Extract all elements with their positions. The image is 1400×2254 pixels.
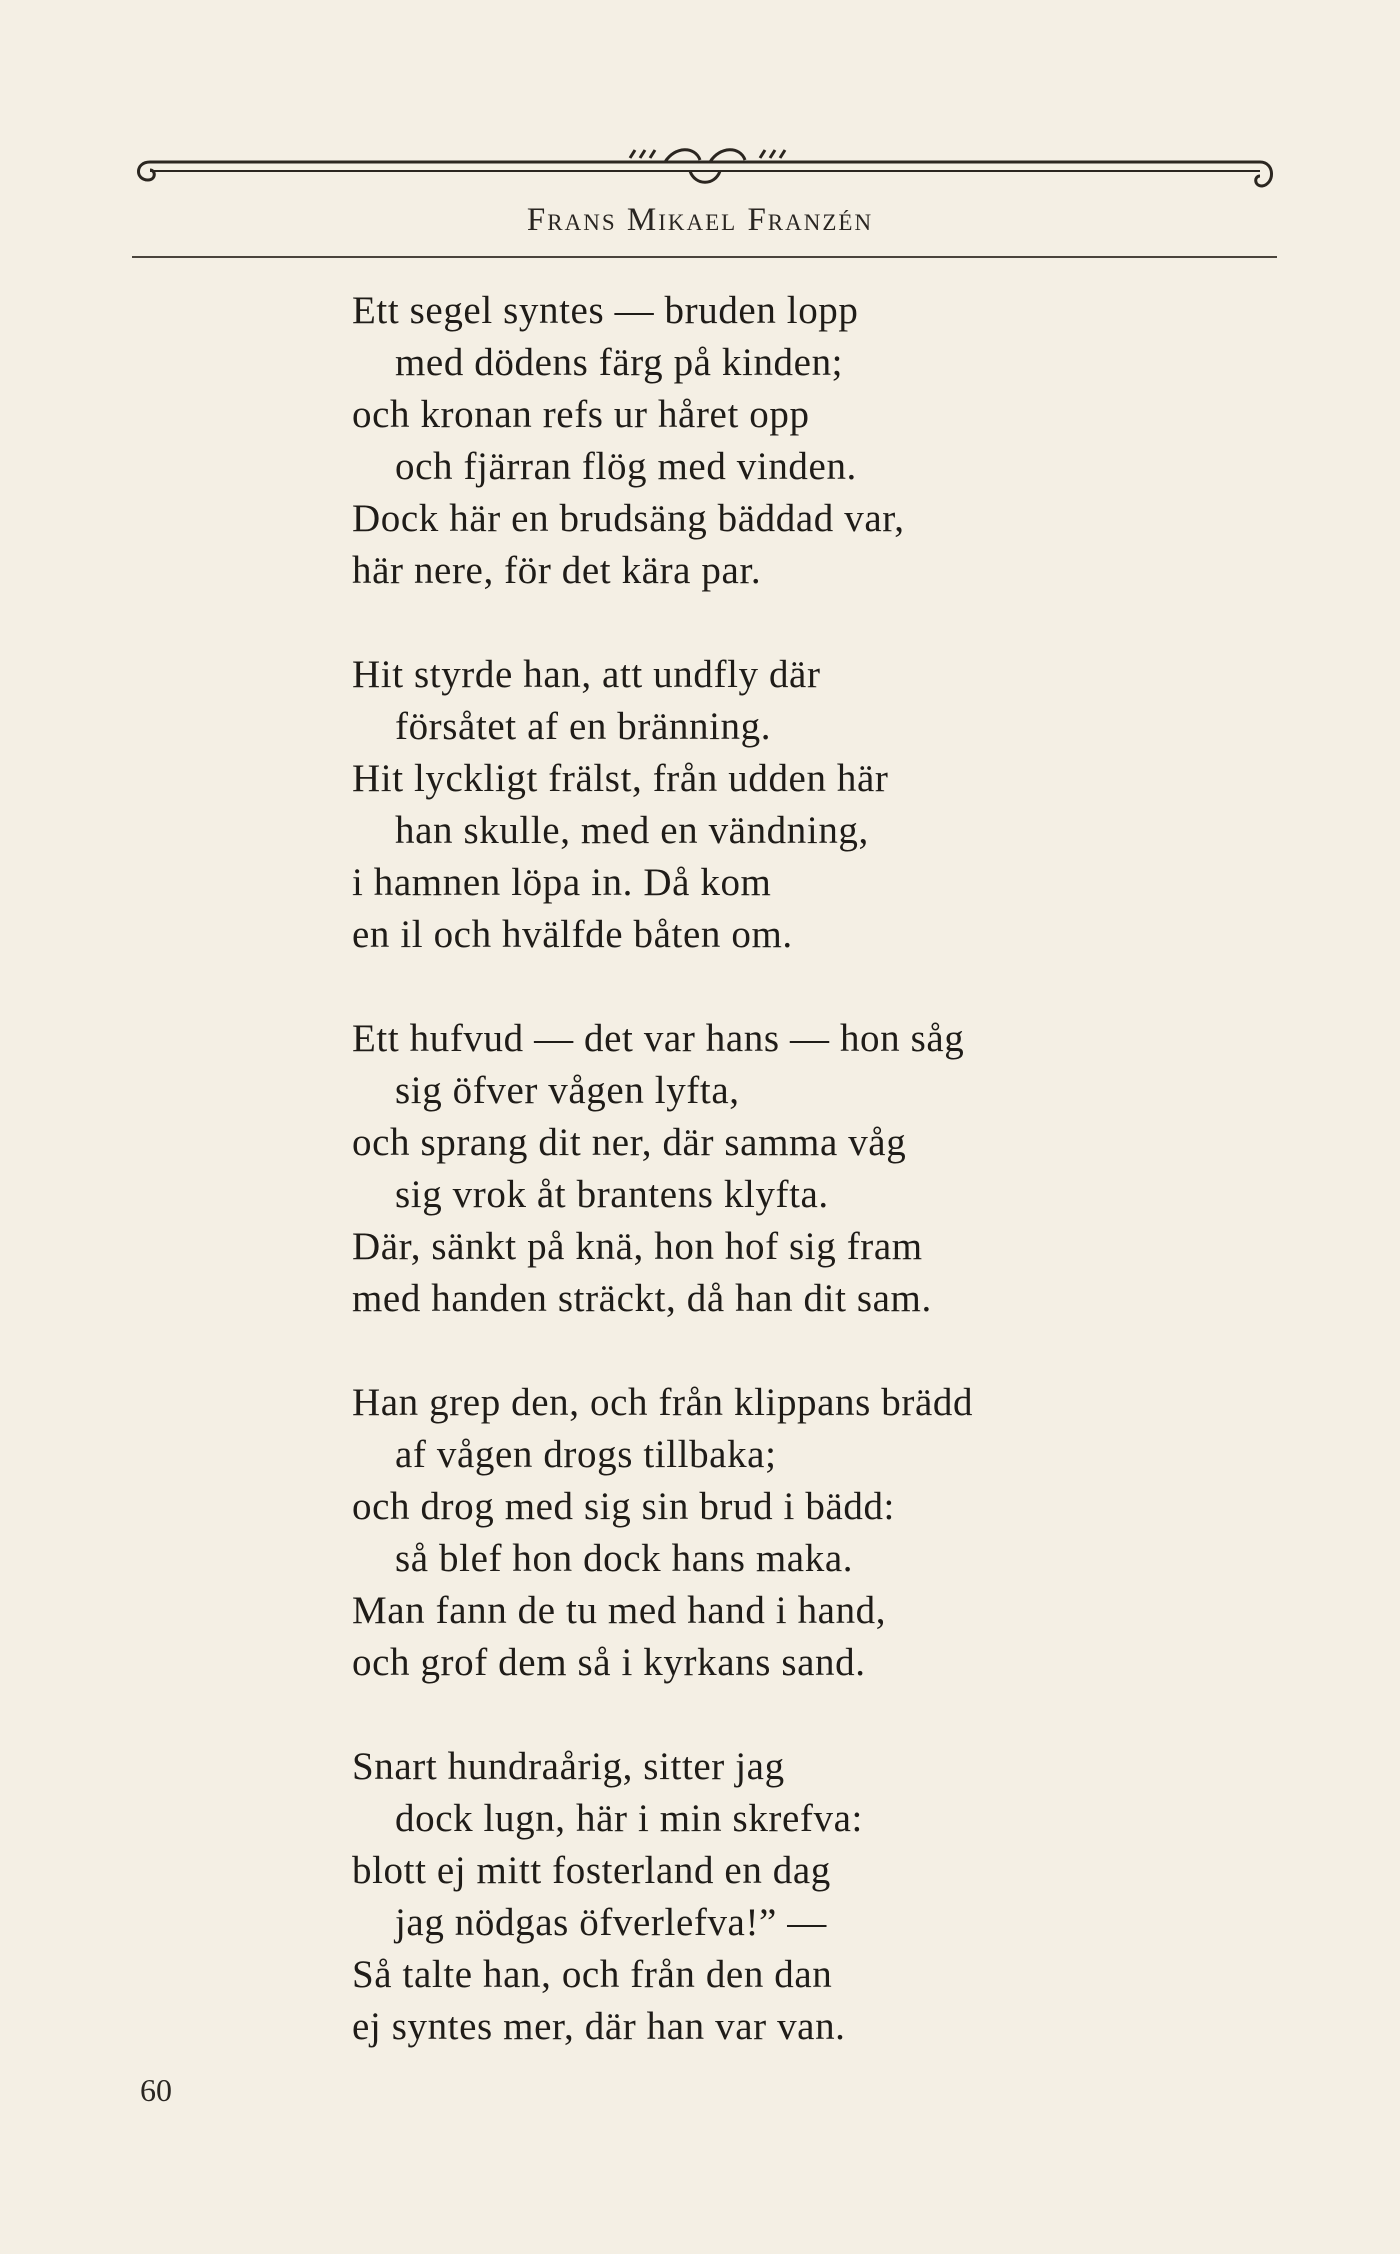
verse-line: ej syntes mer, där han var van. bbox=[352, 2005, 846, 2048]
verse-line: Så talte han, och från den dan bbox=[352, 1953, 833, 1996]
verse-line: och grof dem så i kyrkans sand. bbox=[352, 1641, 866, 1684]
verse-line: af vågen drogs tillbaka; bbox=[395, 1433, 777, 1476]
verse-line: han skulle, med en vändning, bbox=[395, 809, 869, 852]
verse-line: blott ej mitt fosterland en dag bbox=[352, 1849, 831, 1892]
verse-line: Hit lyckligt frälst, från udden här bbox=[352, 757, 889, 800]
verse-line: och kronan refs ur håret opp bbox=[352, 393, 810, 436]
verse-line: Ett hufvud — det var hans — hon såg bbox=[352, 1017, 965, 1060]
running-header-author: Frans Mikael Franzén bbox=[526, 202, 874, 238]
header-ornament bbox=[130, 140, 1280, 195]
header-rule bbox=[132, 256, 1277, 258]
stanza bbox=[352, 285, 1252, 597]
verse-line: försåtet af en bränning. bbox=[395, 705, 772, 748]
poem-body bbox=[352, 285, 1252, 2105]
verse-line: Man fann de tu med hand i hand, bbox=[352, 1589, 887, 1632]
verse-line: Snart hundraårig, sitter jag bbox=[352, 1745, 785, 1788]
verse-line: här nere, för det kära par. bbox=[352, 549, 762, 592]
stanza bbox=[352, 1013, 1252, 1325]
verse-line: Han grep den, och från klippans brädd bbox=[352, 1381, 974, 1424]
verse-line: en il och hvälfde båten om. bbox=[352, 913, 793, 956]
verse-line: sig vrok åt brantens klyfta. bbox=[395, 1173, 829, 1216]
verse-line: dock lugn, här i min skrefva: bbox=[395, 1797, 863, 1840]
stanza bbox=[352, 1377, 1252, 1689]
verse-line: sig öfver vågen lyfta, bbox=[395, 1069, 740, 1112]
verse-line: så blef hon dock hans maka. bbox=[395, 1537, 854, 1580]
page-number: 60 bbox=[140, 2072, 172, 2108]
verse-line: och drog med sig sin brud i bädd: bbox=[352, 1485, 895, 1528]
verse-line: Dock här en brudsäng bäddad var, bbox=[352, 497, 905, 540]
stanza bbox=[352, 649, 1252, 961]
verse-line: med dödens färg på kinden; bbox=[395, 341, 844, 384]
verse-line: och sprang dit ner, där samma våg bbox=[352, 1121, 907, 1164]
verse-line: med handen sträckt, då han dit sam. bbox=[352, 1277, 932, 1320]
verse-line: Ett segel syntes — bruden lopp bbox=[352, 289, 859, 332]
stanza bbox=[352, 1741, 1252, 2053]
verse-line: Hit styrde han, att undfly där bbox=[352, 653, 821, 696]
verse-line: jag nödgas öfverlefva!” — bbox=[395, 1901, 827, 1944]
verse-line: och fjärran flög med vinden. bbox=[395, 445, 857, 488]
verse-line: i hamnen löpa in. Då kom bbox=[352, 861, 772, 904]
verse-line: Där, sänkt på knä, hon hof sig fram bbox=[352, 1225, 923, 1268]
